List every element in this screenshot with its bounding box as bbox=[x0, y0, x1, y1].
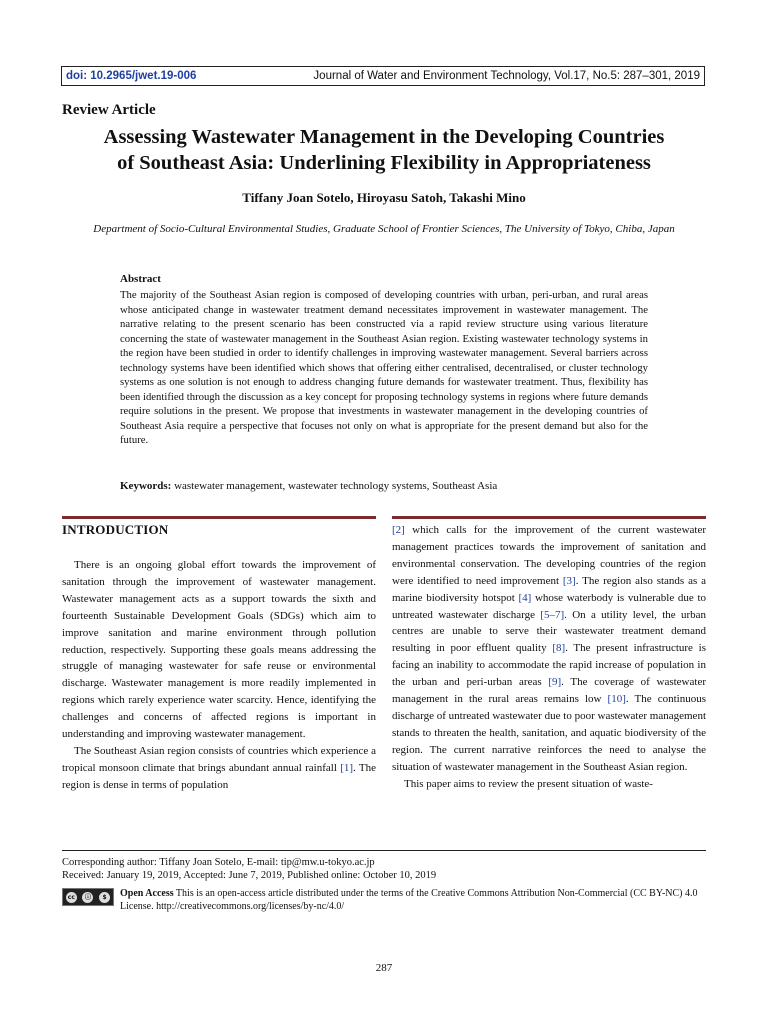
abstract-text: The majority of the Southeast Asian region is composed of developing countries with urban, peri-urban, and rural areas whose anticipated change in wastewater treatment demand necessitates improvement in wastewater management. The narrative relating to the present scenario has been constructed via a rapid review structure using various literature concerning the state of wastewater management in the Southeast Asian region. Existing wastewater technology systems in the region have been studied in order to identify challenges in improving wastewater management. Several barriers across technology systems have been identified which shows that offering either centralised, decentralised, or cluster technology systems as one solution is not enough to address changing future demands for wastewater treatment. Thus, flexibility has been identified through the discussion as a key concept for proposing technology systems in regions where future demands require solutions in the present. We propose that investments in wastewater management in the developing countries of Southeast Asia require a perspective that focuses not only on what is appropriate for the present demand but also for the future. bbox=[120, 289, 648, 446]
paragraph-text: whose waterbody is vulnerable due to untreated wastewater discharge bbox=[392, 591, 706, 621]
abstract-heading: Abstract bbox=[120, 273, 161, 285]
keywords-text: wastewater management, wastewater technology systems, Southeast Asia bbox=[174, 480, 498, 492]
citation-link[interactable]: [5–7] bbox=[540, 608, 565, 621]
intro-paragraph-continued bbox=[392, 522, 706, 776]
citation-link[interactable]: [1] bbox=[340, 761, 354, 774]
page-number: 287 bbox=[375, 962, 393, 974]
corresponding-author: Corresponding author: Tiffany Joan Sotelo, E-mail: tip@mw.u-tokyo.ac.jp bbox=[62, 857, 375, 868]
cc-by-nc-badge-icon[interactable] bbox=[62, 888, 114, 906]
journal-header-box bbox=[61, 66, 705, 86]
cc-icon: cc bbox=[67, 893, 75, 901]
left-column-rule bbox=[62, 516, 376, 519]
paragraph-text: . The coverage of wastewater management in the rural areas remains low bbox=[392, 676, 706, 706]
license-text bbox=[120, 887, 706, 913]
footnotes bbox=[62, 856, 706, 882]
author-list: Tiffany Joan Sotelo, Hiroyasu Satoh, Takashi Mino bbox=[242, 190, 526, 205]
affiliation: Department of Socio-Cultural Environmental Studies, Graduate School of Frontier Sciences, The University of Tokyo, Chiba, Japan bbox=[93, 223, 675, 235]
title-line-2: of Southeast Asia: Underlining Flexibility in Appropriateness bbox=[117, 152, 651, 174]
paragraph-text: which calls for the improvement of the current wastewater management practices towards the improvement of sanitation and environmental conservation. The developing countries of the region were identified to need improvement bbox=[392, 524, 706, 587]
license-body: This is an open-access article distributed under the terms of the Creative Commons Attribution Non-Commercial (CC BY-NC) 4.0 License. http://creativecommons.org/licenses/by-nc/4.0/ bbox=[120, 888, 698, 912]
section-heading-introduction: INTRODUCTION bbox=[62, 522, 169, 537]
intro-paragraph-2 bbox=[62, 743, 376, 794]
license-notice bbox=[62, 887, 706, 913]
by-icon: ⓘ bbox=[82, 892, 93, 903]
right-column bbox=[392, 522, 706, 793]
citation-link[interactable]: [2] bbox=[392, 524, 405, 536]
paragraph-text: The Southeast Asian region consists of countries which experience a tropical monsoon climate that brings abundant annual rainfall bbox=[62, 744, 376, 774]
journal-citation: Journal of Water and Environment Technology, Vol.17, No.5: 287–301, 2019 bbox=[313, 70, 700, 82]
paragraph-text: . On a utility level, the urban centres are unable to serve their wastewater treatment demand resulting in poor effluent quality bbox=[392, 608, 706, 655]
footnote-rule bbox=[62, 850, 706, 851]
citation-link[interactable]: [4] bbox=[518, 591, 532, 604]
publication-dates: Received: January 19, 2019, Accepted: June 7, 2019, Published online: October 10, 2019 bbox=[62, 870, 437, 881]
article-title bbox=[40, 124, 728, 176]
paragraph-text: . The region is dense in terms of population bbox=[62, 761, 376, 791]
paragraph-text: . The region also stands as a marine biodiversity hotspot bbox=[392, 574, 706, 604]
open-access-label: Open Access bbox=[120, 888, 174, 899]
citation-link[interactable]: [8] bbox=[552, 642, 566, 655]
intro-paragraph-1: There is an ongoing global effort towards the improvement of sanitation through the improvement of wastewater management. Wastewater management acts as a support towards the sixth and fourteenth Sustainable Development Goals (SDGs) which aim to improve sanitation and marine environment through pollution reduction, respectively. Supporting these goals means addressing the struggle of managing wastewater for safe reuse or environmental discharge. Wastewater management is more readily implemented in regions which rarely experience water scarcity. Hence, identifying the challenges and concerns of affected regions is important in understanding and improving wastewater management. bbox=[62, 559, 376, 741]
citation-link[interactable]: [10] bbox=[607, 693, 626, 706]
right-column-rule bbox=[392, 516, 706, 519]
keywords-label: Keywords: bbox=[120, 480, 172, 492]
paragraph-text: . The continuous discharge of untreated wastewater due to poor wastewater management stands to threaten the health, sanitation, and aquatic biodiversity of the region. The current narrative reinforces the need to analyse the situation of wastewater management in the Southeast Asian region. bbox=[392, 693, 706, 773]
left-column bbox=[62, 557, 376, 794]
intro-paragraph-3: This paper aims to review the present situation of waste- bbox=[404, 777, 653, 790]
article-type: Review Article bbox=[62, 102, 156, 118]
doi-link[interactable]: doi: 10.2965/jwet.19-006 bbox=[66, 70, 197, 82]
citation-link[interactable]: [9] bbox=[548, 676, 562, 689]
citation-link[interactable]: [3] bbox=[562, 574, 576, 587]
title-line-1: Assessing Wastewater Management in the Developing Countries bbox=[103, 126, 665, 148]
paragraph-text: . The present infrastructure is facing an inability to accommodate the rapid increase of population in the urban and peri-urban areas bbox=[392, 642, 706, 689]
nc-icon: $ bbox=[99, 892, 110, 903]
keywords bbox=[120, 480, 497, 492]
